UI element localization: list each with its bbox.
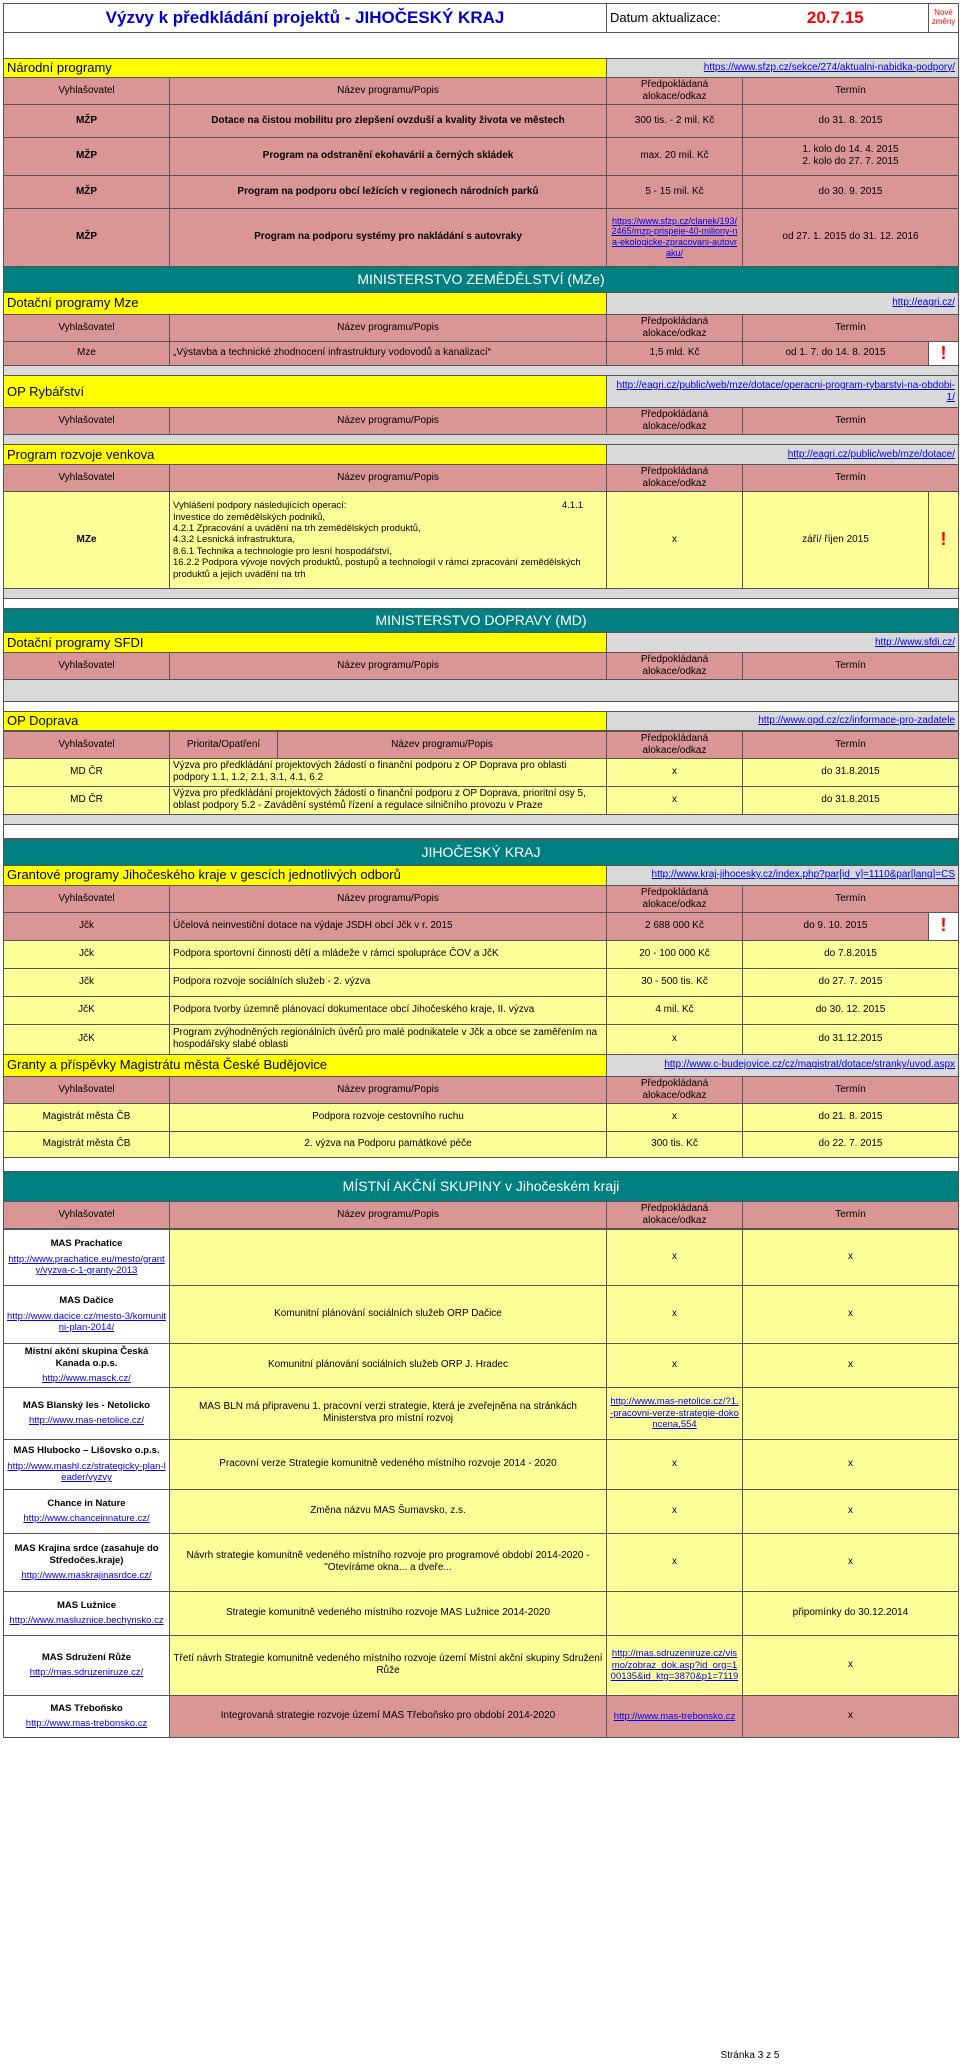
row-allocation: 2 688 000 Kč [607,912,743,940]
row-allocation: 1,5 mld. Kč [607,341,743,366]
row-deadline: do 31.12.2015 [743,1024,959,1054]
mas-link[interactable]: http://www.mas-netolice.cz/ [28,1415,145,1427]
row-announcer: MD ČR [4,786,170,814]
op-fisheries-title: OP Rybářství [4,376,607,408]
col-allocation: Předpokládaná alokace/odkaz [607,408,743,435]
mas-link[interactable]: http://www.mashl.cz/strategicky-plan-leader/vyzvy [7,1460,166,1483]
row-announcer: MŽP [4,104,170,137]
mas-announcer [4,1533,170,1591]
mas-program: Komunitní plánování sociálních služeb ORP Dačice [170,1285,607,1343]
mas-row [4,1285,959,1343]
row-announcer: MŽP [4,175,170,208]
col-allocation: Předpokládaná alokace/odkaz [607,653,743,680]
row-announcer: Jčk [4,968,170,996]
mas-deadline [743,1387,959,1439]
mas-name: MAS Lužnice [56,1599,117,1611]
row-announcer: Mze [4,341,170,366]
mas-row [4,1387,959,1439]
row-announcer: MD ČR [4,758,170,786]
mas-name: Chance in Nature [47,1497,126,1509]
region-grants-link[interactable]: http://www.kraj-jihocesky.cz/index.php?par[id_v]=1110&par[lang]=CS [607,865,959,885]
row-deadline: do 27. 7. 2015 [743,968,959,996]
col-program: Název programu/Popis [278,731,607,758]
col-priority: Priorita/Opatření [170,731,278,758]
mas-deadline: x [743,1229,959,1285]
col-announcer: Vyhlašovatel [4,408,170,435]
mas-name: MAS Blanský les - Netolicko [22,1399,151,1411]
op-transport-link[interactable]: http://www.opd.cz/cz/informace-pro-zadatele [607,712,959,731]
mas-band: MÍSTNÍ AKČNÍ SKUPINY v Jihočeském kraji [4,1171,959,1201]
page-title: Výzvy k předkládání projektů - JIHOČESKÝ KRAJ [4,4,607,33]
sfdi-link[interactable]: http://www.sfdi.cz/ [607,633,959,653]
mas-deadline: x [743,1439,959,1489]
col-program: Název programu/Popis [170,77,607,104]
mas-name: MAS Dačice [59,1295,114,1307]
col-deadline: Termín [743,408,959,435]
mas-name: MAS Krajina srdce (zasahuje do Středočes.kraje) [14,1543,159,1566]
region-grants-title: Grantové programy Jihočeského kraje v gescích jednotlivých odborů [4,865,607,885]
row-program: Program na podporu systémy pro nakládání s autovraky [170,208,607,266]
spacer-row [4,599,959,609]
row-allocation: x [607,758,743,786]
col-announcer: Vyhlašovatel [4,465,170,492]
col-program: Název programu/Popis [170,1076,607,1103]
col-allocation: Předpokládaná alokace/odkaz [607,314,743,341]
row-announcer: Magistrát města ČB [4,1103,170,1131]
row-program: Podpora tvorby územně plánovací dokumentace obcí Jihočeského kraje, II. výzva [170,996,607,1024]
city-grants-title: Granty a příspěvky Magistrátu města České Budějovice [4,1054,607,1076]
mas-announcer [4,1489,170,1533]
row-deadline: do 22. 7. 2015 [743,1131,959,1157]
col-announcer: Vyhlašovatel [4,731,170,758]
row-program: Dotace na čistou mobilitu pro zlepšení ovzduší a kvality života ve městech [170,104,607,137]
row-deadline: od 27. 1. 2015 do 31. 12. 2016 [743,208,959,266]
mze-subsidy-title: Dotační programy Mze [4,292,607,314]
mas-row [4,1439,959,1489]
mas-link[interactable]: http://www.dacice.cz/mesto-3/komunitni-plan-2014/ [7,1310,166,1333]
spacer-row [4,435,959,445]
mas-announcer [4,1229,170,1285]
mas-announcer [4,1439,170,1489]
row-program: 2. výzva na Podporu památkové péče [170,1131,607,1157]
sfdi-title: Dotační programy SFDI [4,633,607,653]
row-deadline: do 30. 9. 2015 [743,175,959,208]
col-allocation: Předpokládaná alokace/odkaz [607,731,743,758]
spacer-row [4,1157,959,1171]
mas-program: Pracovní verze Strategie komunitně vedeného místního rozvoje 2014 - 2020 [170,1439,607,1489]
col-allocation: Předpokládaná alokace/odkaz [607,885,743,912]
update-date-value: 20.7.15 [743,4,929,33]
col-announcer: Vyhlašovatel [4,1201,170,1228]
update-date-label: Datum aktualizace: [607,4,743,33]
row-allocation: 30 - 500 tis. Kč [607,968,743,996]
col-deadline: Termín [743,653,959,680]
mas-link[interactable]: http://www.masluznice.bechynsko.cz [9,1615,164,1627]
col-announcer: Vyhlašovatel [4,885,170,912]
mas-row [4,1591,959,1635]
mas-program: Komunitní plánování sociálních služeb ORP J. Hradec [170,1343,607,1387]
mas-deadline: připomínky do 30.12.2014 [743,1591,959,1635]
mze-band: MINISTERSTVO ZEMĚDĚLSTVÍ (MZe) [4,266,959,292]
mas-allocation[interactable]: http://www.mas-netolice.cz/?1.-pracovni-verze-strategie-dokoncena,554 [607,1387,743,1439]
grant-calls-table [3,3,959,731]
col-deadline: Termín [743,77,959,104]
row-program: Program na podporu obcí ležících v regionech národních parků [170,175,607,208]
row-allocation: x [607,1024,743,1054]
mas-deadline: x [743,1695,959,1737]
spacer-row [4,33,959,59]
mas-name: MAS Hlubocko – Lišovsko o.p.s. [13,1445,160,1457]
col-announcer: Vyhlašovatel [4,77,170,104]
row-deadline: do 9. 10. 2015 [743,912,929,940]
col-deadline: Termín [743,885,959,912]
col-deadline: Termín [743,465,959,492]
col-allocation: Předpokládaná alokace/odkaz [607,465,743,492]
row-announcer: JčK [4,996,170,1024]
rural-dev-title: Program rozvoje venkova [4,445,607,465]
row-deadline: do 7.8.2015 [743,940,959,968]
row-deadline: 1. kolo do 14. 4. 2015 2. kolo do 27. 7. 2015 [743,137,959,175]
page-number: Stránka 3 z 5 [720,2050,780,2061]
row-announcer: JčK [4,1024,170,1054]
row-allocation: 20 - 100 000 Kč [607,940,743,968]
row-announcer: MŽP [4,137,170,175]
mas-link[interactable]: http://www.masck.cz/ [42,1372,131,1384]
mas-announcer [4,1695,170,1737]
row-announcer: MZe [4,492,170,589]
mas-allocation: x [607,1285,743,1343]
row-program: Výzva pro předkládání projektových žádostí o finanční podporu z OP Doprava, prioritní osy 5, oblast podpory 5.2 - Zavádění systémů řízení a regulace silničního provozu v Praze [170,786,607,814]
mas-link[interactable]: http://www.mas-trebonsko.cz [25,1718,148,1730]
mas-announcer [4,1285,170,1343]
col-program: Název programu/Popis [170,1201,607,1228]
row-allocation: x [607,1103,743,1131]
mas-announcer [4,1635,170,1695]
row-deadline: do 31.8.2015 [743,758,959,786]
mas-program: Třetí návrh Strategie komunitně vedeného místního rozvoje území Místní akční skupiny Sdružení Růže [170,1635,607,1695]
mas-allocation[interactable]: http://www.mas-trebonsko.cz [607,1695,743,1737]
mas-allocation[interactable]: http://mas.sdruzeniruze.cz/vismo/zobraz_dok.asp?id_org=100135&id_ktg=3870&p1=7119 [607,1635,743,1695]
mas-allocation: x [607,1533,743,1591]
mas-row [4,1489,959,1533]
col-program: Název programu/Popis [170,408,607,435]
row-program: Účelová neinvestiční dotace na výdaje JSDH obcí Jčk v r. 2015 [170,912,607,940]
row-allocation-link[interactable]: https://www.sfzp.cz/clanek/193/2465/mzp-prispeje-40-miliony-na-ekologicke-zpracovani-autovraku/ [607,208,743,266]
mas-program [170,1229,607,1285]
spacer-row [4,702,959,712]
col-deadline: Termín [743,314,959,341]
col-allocation: Předpokládaná alokace/odkaz [607,1076,743,1103]
row-deadline: do 30. 12. 2015 [743,996,959,1024]
national-programs-link[interactable]: https://www.sfzp.cz/sekce/274/aktualni-nabidka-podpory/ [607,59,959,78]
col-announcer: Vyhlašovatel [4,653,170,680]
mas-row [4,1229,959,1285]
mas-link[interactable]: http://www.maskrajinasrdce.cz/ [21,1569,152,1581]
mas-name: MAS Sdružení Růže [41,1651,132,1663]
row-allocation: 5 - 15 mil. Kč [607,175,743,208]
mas-deadline: x [743,1635,959,1695]
mas-allocation [607,1591,743,1635]
col-deadline: Termín [743,1076,959,1103]
mas-row [4,1343,959,1387]
row-program: Program zvýhodněných regionálních úvěrů pro malé podnikatele v Jčk a obce se zaměřením na hospodářsky slabé oblasti [170,1024,607,1054]
mas-announcer [4,1591,170,1635]
op-transport-table [3,731,959,839]
spacer-row [4,680,959,702]
row-program: Program na odstranění ekohavárií a černých skládek [170,137,607,175]
row-announcer: Jčk [4,940,170,968]
row-allocation: 300 tis. Kč [607,1131,743,1157]
col-announcer: Vyhlašovatel [4,1076,170,1103]
spacer-row [4,366,959,376]
row-program: Vyhlášení podpory následujících operací: 4.1.1 Investice do zemědělských podniků, 4.2.1 Zpracování a uvádění na trh zemědělských produktů, 4.3.2 Lesnická infrastruktura, 8.6.1 Technika a technologie pro lesní hospodářství, 16.2.2 Podpora vývoje nových produktů, postupů a technologií v rámci zpracování zemědělských produktů a jejich uvádění na trh [170,492,607,589]
mas-allocation: x [607,1229,743,1285]
row-program: Podpora rozvoje cestovního ruchu [170,1103,607,1131]
national-programs-title: Národní programy [4,59,607,78]
mas-announcer [4,1387,170,1439]
rural-dev-link[interactable]: http://eagri.cz/public/web/mze/dotace/ [607,445,959,465]
mas-program: Změna názvu MAS Šumavsko, z.s. [170,1489,607,1533]
row-program: Podpora sportovní činnosti dětí a mládeže v rámci spolupráce ČOV a JčK [170,940,607,968]
row-deadline: září/ říjen 2015 [743,492,929,589]
mas-deadline: x [743,1533,959,1591]
col-announcer: Vyhlašovatel [4,314,170,341]
city-grants-link[interactable]: http://www.c-budejovice.cz/cz/magistrat/dotace/stranky/uvod.aspx [607,1054,959,1076]
mas-name: Místní akční skupina Česká Kanada o.p.s. [24,1346,149,1369]
new-change-mark: ! [929,912,959,940]
mas-name: MAS Třeboňsko [50,1702,123,1714]
mas-link[interactable]: http://www.chanceinnature.cz/ [23,1513,150,1525]
row-announcer: MŽP [4,208,170,266]
mze-subsidy-link[interactable]: http://eagri.cz/ [607,292,959,314]
mas-deadline: x [743,1489,959,1533]
col-program: Název programu/Popis [170,465,607,492]
spacer-row [4,824,959,838]
col-program: Název programu/Popis [170,653,607,680]
row-deadline: do 31.8.2015 [743,786,959,814]
mas-deadline: x [743,1343,959,1387]
col-deadline: Termín [743,1201,959,1228]
new-changes-label: Nové změny [929,4,959,33]
col-deadline: Termín [743,731,959,758]
mas-allocation: x [607,1343,743,1387]
spreadsheet-page [3,3,958,1738]
row-deadline: do 31. 8. 2015 [743,104,959,137]
mas-program: Návrh strategie komunitně vedeného místního rozvoje pro programové období 2014-2020 - "Otevíráme okna... a dveře... [170,1533,607,1591]
col-program: Název programu/Popis [170,314,607,341]
new-change-mark: ! [929,341,959,366]
row-allocation: x [607,786,743,814]
mas-table [3,1229,959,1738]
mas-program: Integrovaná strategie rozvoje území MAS Třeboňsko pro období 2014-2020 [170,1695,607,1737]
mas-program: MAS BLN má připravenu 1. pracovní verzi strategie, která je zveřejněna na stránkách Ministerstva pro místní rozvoj [170,1387,607,1439]
region-table [3,839,959,1229]
op-transport-title: OP Doprava [4,712,607,731]
spacer-row [4,814,959,824]
row-allocation: x [607,492,743,589]
spacer-row [4,589,959,599]
col-allocation: Předpokládaná alokace/odkaz [607,77,743,104]
mas-allocation: x [607,1439,743,1489]
mas-name: MAS Prachatice [50,1238,123,1250]
row-allocation: 300 tis. - 2 mil. Kč [607,104,743,137]
mas-link[interactable]: http://mas.sdruzeniruze.cz/ [29,1667,144,1679]
jck-band: JIHOČESKÝ KRAJ [4,839,959,865]
row-program: „Výstavba a technické zhodnocení infrastruktury vodovodů a kanalizací“ [170,341,607,366]
new-change-mark: ! [929,492,959,589]
row-deadline: do 21. 8. 2015 [743,1103,959,1131]
col-allocation: Předpokládaná alokace/odkaz [607,1201,743,1228]
mas-program: Strategie komunitně vedeného místního rozvoje MAS Lužnice 2014-2020 [170,1591,607,1635]
mas-row [4,1533,959,1591]
row-program: Výzva pro předkládání projektových žádostí o finanční podporu z OP Doprava pro oblasti podpory 1.1, 1.2, 2.1, 3.1, 4.1, 6.2 [170,758,607,786]
mas-link[interactable]: http://www.prachatice.eu/mesto/granty/vyzva-c-1-granty-2013 [8,1253,165,1276]
row-deadline: od 1. 7. do 14. 8. 2015 [743,341,929,366]
row-allocation: max. 20 mil. Kč [607,137,743,175]
op-fisheries-link[interactable]: http://eagri.cz/public/web/mze/dotace/operacni-program-rybarstvi-na-obdobi-1/ [607,376,959,408]
row-allocation: 4 mil. Kč [607,996,743,1024]
mas-allocation: x [607,1489,743,1533]
col-program: Název programu/Popis [170,885,607,912]
mas-deadline: x [743,1285,959,1343]
row-announcer: Jčk [4,912,170,940]
md-band: MINISTERSTVO DOPRAVY (MD) [4,609,959,633]
row-announcer: Magistrát města ČB [4,1131,170,1157]
mas-announcer [4,1343,170,1387]
row-program: Podpora rozvoje sociálních služeb - 2. výzva [170,968,607,996]
mas-row [4,1635,959,1695]
mas-row [4,1695,959,1737]
